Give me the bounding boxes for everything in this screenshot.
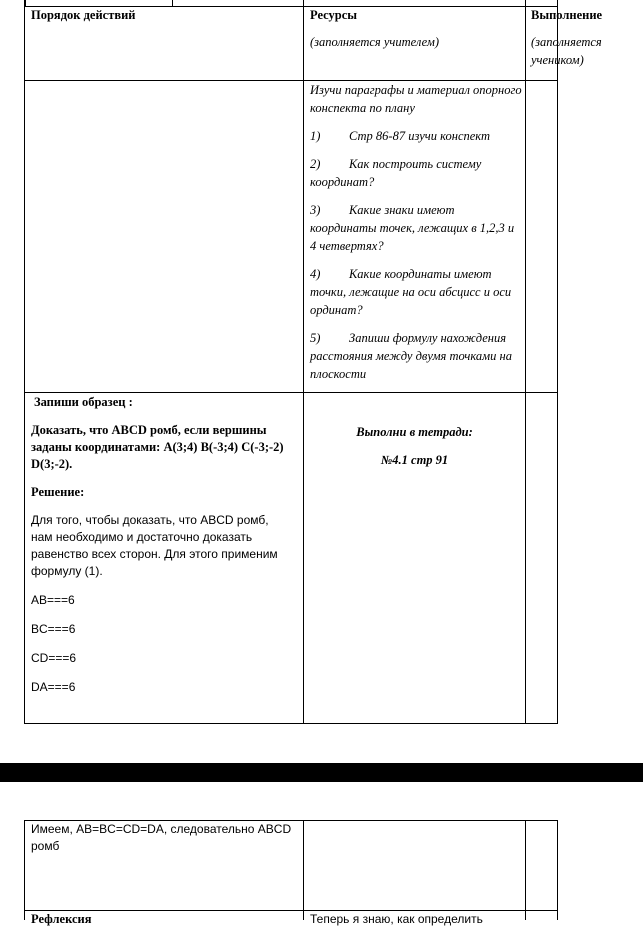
header-execution-cell [531,8,611,69]
page2-right-border [557,820,558,920]
conclusion-text: Имеем, AB=BC=CD=DA, следовательно ABCD ромб [31,822,292,853]
header-actions: Порядок действий [31,8,136,22]
example-task: Доказать, что ABCD ромб, если вершины заданы координатами: A(3;4) B(-3;4) C(-3;-2) D(3;-2). [31,423,284,471]
solution-text: Для того, чтобы доказать, что ABCD ромб, нам необходимо и достаточно доказать равенство всех сторон. Для этого применим формулу (1). [31,513,278,578]
reflection-text: Теперь я знаю, как определить [310,912,483,926]
page2-divider-1 [303,820,304,920]
side-bc: BC===6 [31,622,76,636]
row1-bottom-line [24,392,558,393]
homework-line2: №4.1 стр 91 [380,453,449,467]
resources-item: 5) Запиши формулу нахождения расстояния между двумя точками на плоскости [310,331,512,381]
table-left-border [24,6,25,724]
example-heading: Запиши образец : [34,395,133,409]
page2-left-border [24,820,25,920]
header-execution: Выполнение [531,8,603,22]
page-separator [0,763,643,782]
resources-item: 1) Стр 86-87 изучи конспект [310,129,491,143]
resources-list [310,81,522,383]
table-divider-2 [525,0,526,724]
resources-intro: Изучи параграфы и материал опорного конспекта по плану [310,83,522,115]
solution-label: Решение: [31,485,85,499]
reflection-label: Рефлексия [31,912,92,926]
side-ab: AB===6 [31,593,75,607]
side-cd: CD===6 [31,651,77,665]
header-resources: Ресурсы [310,8,358,22]
header-resources-cell [310,8,522,51]
header-resources-note: (заполняется учителем) [310,35,439,49]
resources-item: 4) Какие координаты имеют точки, лежащие на оси абсцисс и оси ординат? [310,267,512,317]
table-right-border [557,0,558,724]
table-divider-1 [303,0,304,724]
homework-line1: Выполни в тетради: [356,425,473,439]
side-da: DA===6 [31,680,76,694]
page2-divider-2 [525,820,526,920]
homework-cell [304,423,525,469]
example-cell [31,394,299,696]
resources-item: 2) Как построить систему координат? [310,157,482,189]
table-bottom-line [24,723,558,724]
header-execution-note: (заполняется учеником) [531,35,602,67]
resources-item: 3) Какие знаки имеют координаты точек, лежащих в 1,2,3 и 4 четвертях? [310,203,515,253]
table-top-stub [24,6,558,7]
